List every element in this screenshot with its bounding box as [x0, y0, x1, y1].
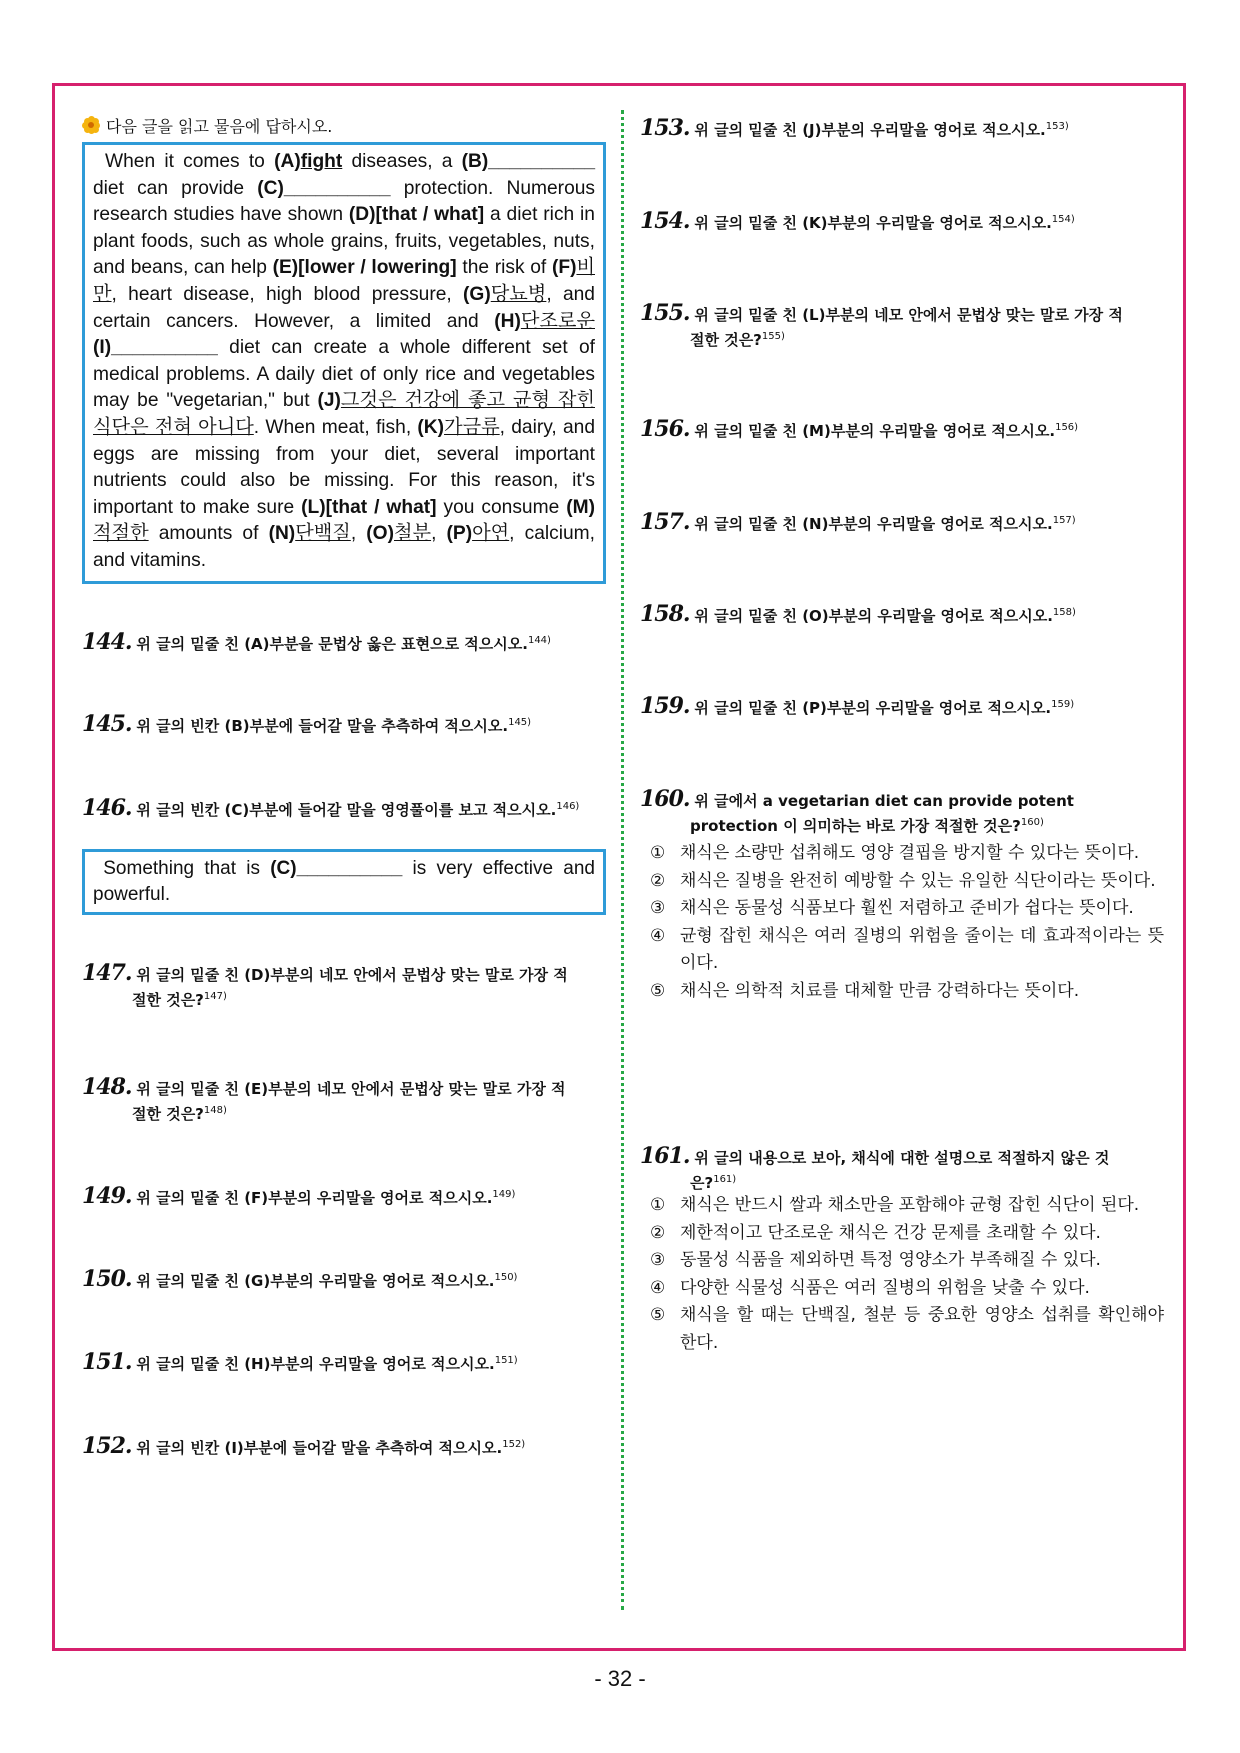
- question-159: 159. 위 글의 밑줄 친 (P)부분의 우리말을 영어로 적으시오.$^{159)}$: [640, 693, 1075, 719]
- definition-box: Something that is (C)__________ is very effective and powerful.: [82, 849, 606, 915]
- option-item[interactable]: ⑤ 채식을 할 때는 단백질, 철분 등 중요한 영양소 섭취를 확인해야 한다.: [650, 1305, 1164, 1353]
- question-161: 161. 위 글의 내용으로 보아, 채식에 대한 설명으로 적절하지 않은 것 은?$^{161)}$: [640, 1143, 1110, 1192]
- question-161-options: [650, 1192, 1164, 1357]
- option-item[interactable]: ⑤ 채식은 의학적 치료를 대체할 만큼 강력하다는 뜻이다.: [650, 980, 1080, 1001]
- question-145: 145. 위 글의 빈칸 (B)부분에 들어갈 말을 추측하여 적으시오.$^{145)}$: [82, 711, 532, 737]
- page-number: - 32 -: [594, 1666, 646, 1691]
- question-158: 158. 위 글의 밑줄 친 (O)부분의 우리말을 영어로 적으시오.$^{158)}$: [640, 601, 1076, 627]
- option-item[interactable]: ④ 다양한 식물성 식품은 여러 질병의 위험을 낮출 수 있다.: [650, 1277, 1090, 1298]
- question-160-options: [650, 840, 1164, 1005]
- flower-icon: [82, 116, 100, 134]
- left-column: [82, 112, 606, 1459]
- option-item[interactable]: ③ 동물성 식품을 제외하면 특정 영양소가 부족해질 수 있다.: [650, 1250, 1101, 1270]
- option-item[interactable]: ② 채식은 질병을 완전히 예방할 수 있는 유일한 식단이라는 뜻이다.: [650, 870, 1156, 891]
- question-149: 149. 위 글의 밑줄 친 (F)부분의 우리말을 영어로 적으시오.$^{149)}$: [82, 1183, 516, 1209]
- question-154: 154. 위 글의 밑줄 친 (K)부분의 우리말을 영어로 적으시오.$^{154)}$: [640, 208, 1075, 234]
- option-item[interactable]: ③ 채식은 동물성 식품보다 훨씬 저렴하고 준비가 쉽다는 뜻이다.: [650, 898, 1134, 918]
- question-152: 152. 위 글의 빈칸 (I)부분에 들어갈 말을 추측하여 적으시오.$^{152)}$: [82, 1433, 526, 1459]
- question-144: 144. 위 글의 밑줄 친 (A)부분을 문법상 옳은 표현으로 적으시오.$^{144)}$: [82, 629, 551, 655]
- instruction-text: 다음 글을 읽고 물음에 답하시오.: [106, 116, 333, 136]
- reading-passage: [82, 142, 606, 584]
- question-151: 151. 위 글의 밑줄 친 (H)부분의 우리말을 영어로 적으시오.$^{151)}$: [82, 1349, 518, 1375]
- option-item[interactable]: ① 채식은 소량만 섭취해도 영양 결핍을 방지할 수 있다는 뜻이다.: [650, 843, 1140, 863]
- question-147: 147. 위 글의 밑줄 친 (D)부분의 네모 안에서 문법상 맞는 말로 가장 적 절한 것은?$^{147)}$: [82, 960, 568, 1009]
- question-156: 156. 위 글의 밑줄 친 (M)부분의 우리말을 영어로 적으시오.$^{156)}$: [640, 416, 1079, 442]
- question-160: 160. 위 글에서 a vegetarian diet can provide potent protection 이 의미하는 바로 가장 적절한 것은?$^{160)}$: [640, 786, 1074, 835]
- option-item[interactable]: ④ 균형 잡힌 채식은 여러 질병의 위험을 줄이는 데 효과적이라는 뜻이다.: [650, 925, 1164, 973]
- option-item[interactable]: ② 제한적이고 단조로운 채식은 건강 문제를 초래할 수 있다.: [650, 1222, 1101, 1243]
- passage-paragraph: When it comes to (A)fight diseases, a (B)__________ diet can provide (C)__________ protection. Numerous research studies have shown (D)[that / what] a diet rich in plant foods, such as whole grains, fruits, vegetables, nuts, and beans, can help (E)[lower / lowering] the risk of (F)비만, heart disease, high blood pressure, (G)당뇨병, and certain cancers. However, a limited and (H)단조로운 (I)__________ diet can create a whole different set of medical problems. A daily diet of only rice and vegetables may be "vegetarian," but (J)그것은 건강에 좋고 균형 잡힌 식단은 전혀 아니다. When meat, fish, (K)가금류, dairy, and eggs are missing from your diet, several important nutrients could also be missing. For this reason, it's important to make sure (L)[that / what] you consume (M)적절한 amounts of (N)단백질, (O)철분, (P)아연, calcium, and vitamins.: [93, 151, 596, 571]
- question-153: 153. 위 글의 밑줄 친 (J)부분의 우리말을 영어로 적으시오.$^{153)}$: [640, 115, 1069, 141]
- question-155: 155. 위 글의 밑줄 친 (L)부분의 네모 안에서 문법상 맞는 말로 가장 적 절한 것은?$^{155)}$: [640, 300, 1123, 349]
- question-146: 146. 위 글의 빈칸 (C)부분에 들어갈 말을 영영풀이를 보고 적으시오.$^{146)}$: [82, 795, 580, 821]
- question-150: 150. 위 글의 밑줄 친 (G)부분의 우리말을 영어로 적으시오.$^{150)}$: [82, 1266, 518, 1292]
- column-divider: [621, 110, 624, 1610]
- option-item[interactable]: ① 채식은 반드시 쌀과 채소만을 포함해야 균형 잡힌 식단이 된다.: [650, 1195, 1140, 1215]
- instruction: [82, 112, 606, 138]
- question-148: 148. 위 글의 밑줄 친 (E)부분의 네모 안에서 문법상 맞는 말로 가장 적 절한 것은?$^{148)}$: [82, 1074, 566, 1123]
- question-157: 157. 위 글의 밑줄 친 (N)부분의 우리말을 영어로 적으시오.$^{157)}$: [640, 509, 1076, 535]
